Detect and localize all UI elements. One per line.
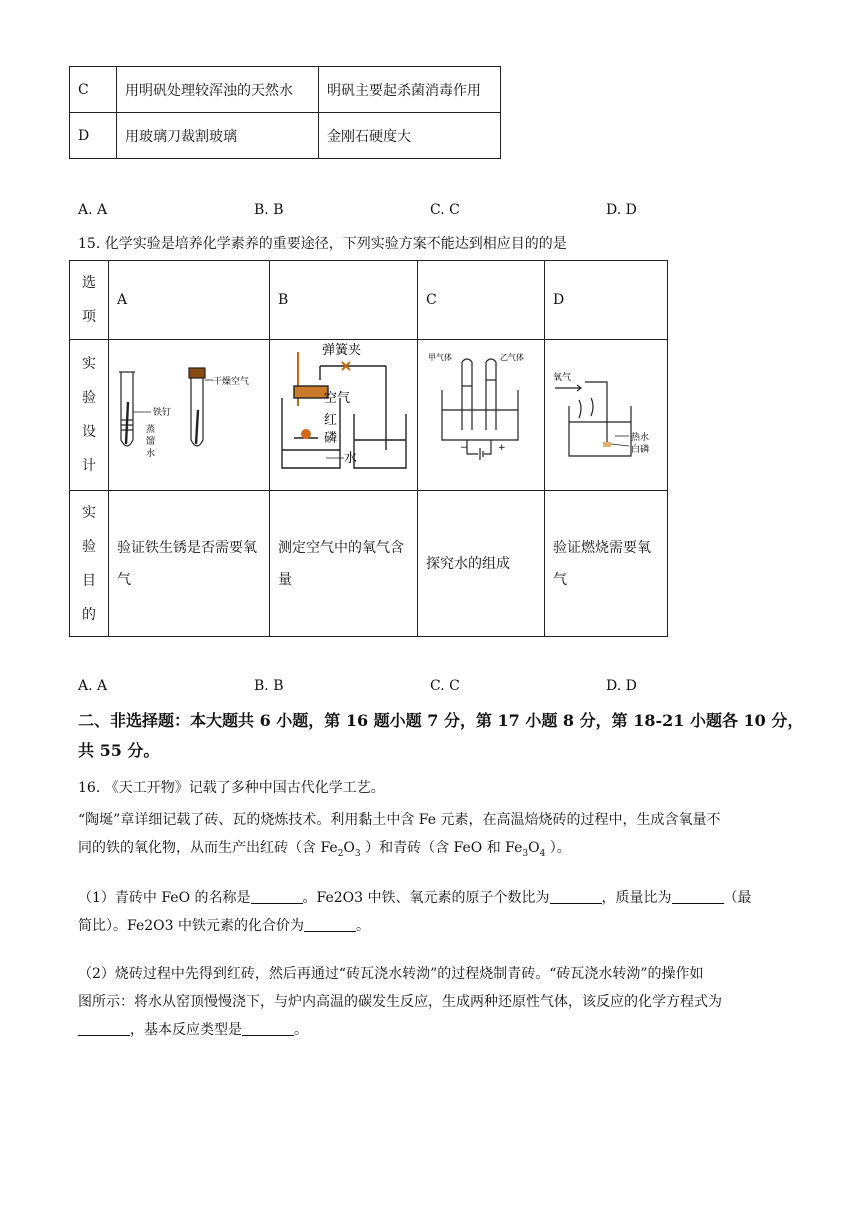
q15-stem: 15. 化学实验是培养化学素养的重要途径，下列实验方案不能达到相应目的的是 bbox=[78, 236, 567, 252]
q16-text: （最 bbox=[723, 890, 752, 906]
label-oxygen: 氧气 bbox=[553, 373, 572, 383]
q16-text: ，质量比为 bbox=[601, 890, 672, 906]
label-air: 空气 bbox=[324, 391, 351, 406]
label-dry-air: 干燥空气 bbox=[213, 377, 250, 387]
q15-design-char: 计 bbox=[82, 458, 96, 474]
q16-text: 。Fe2O3 中铁、氧元素的原子个数比为 bbox=[302, 890, 550, 906]
q15-col-c-head: C bbox=[418, 261, 545, 340]
q16-text: ）。 bbox=[545, 840, 571, 856]
q14-row-c-key: C bbox=[70, 67, 117, 113]
q15-col-a-head: A bbox=[109, 261, 270, 340]
label-distilled-water-3: 水 bbox=[146, 449, 156, 459]
q16-para-line-2 bbox=[78, 834, 798, 868]
q16-text: 简比）。Fe2O3 中铁元素的化合价为 bbox=[78, 918, 304, 934]
q15-purpose-char: 的 bbox=[82, 606, 96, 623]
formula-fe2o3: $Fe_2O_3$ bbox=[320, 840, 361, 859]
q16-paragraph-1 bbox=[78, 806, 798, 868]
q15-option-d[interactable]: D. D bbox=[606, 678, 637, 694]
q15-purpose-b: 测定空气中的氧气含量 bbox=[270, 491, 418, 637]
label-plus: + bbox=[498, 443, 506, 453]
section-2-line-1: 二、非选择题：本大题共 6 小题，第 16 题小题 7 分，第 17 小题 8 分，第 18-21 小题各 10 分， bbox=[78, 711, 804, 730]
q16-text: 和 bbox=[482, 840, 506, 856]
q15-figure-d bbox=[545, 340, 668, 491]
q15-table bbox=[69, 260, 668, 637]
oxygen-content-figure bbox=[270, 340, 416, 486]
q15-purpose-char: 实 bbox=[82, 504, 96, 521]
q15-purpose-label bbox=[70, 491, 109, 637]
q15-option-a[interactable]: A. A bbox=[78, 678, 108, 694]
q15-design-char: 设 bbox=[82, 424, 96, 440]
label-spring-clip: 弹簧夹 bbox=[322, 343, 362, 358]
section-2-heading bbox=[78, 706, 804, 766]
q14-row-c-practice: 用明矾处理较浑浊的天然水 bbox=[117, 67, 319, 113]
combustion-figure bbox=[545, 340, 667, 486]
q15-figure-c bbox=[418, 340, 545, 491]
q16-stem: 16. 《天工开物》记载了多种中国古代化学工艺。 bbox=[78, 780, 385, 796]
q16-text: 同的铁的氧化物，从而生产出红砖（含 bbox=[78, 840, 321, 856]
q14-row-c-explanation: 明矾主要起杀菌消毒作用 bbox=[319, 67, 501, 113]
answer-blank[interactable] bbox=[672, 889, 724, 904]
label-white-phosphorus: 白磷 bbox=[631, 445, 650, 455]
q16-text: 。 bbox=[355, 918, 370, 934]
label-distilled-water-2: 馏 bbox=[146, 437, 156, 447]
electrolysis-figure bbox=[418, 340, 544, 486]
q15-figure-a bbox=[109, 340, 270, 491]
q15-col-d-head: D bbox=[545, 261, 668, 340]
q15-purpose-c: 探究水的组成 bbox=[418, 491, 545, 637]
q15-purpose-d: 验证燃烧需要氧气 bbox=[545, 491, 668, 637]
rust-experiment-figure bbox=[109, 340, 269, 486]
white-phosphorus-icon bbox=[603, 442, 611, 447]
q16-part-2-line-3 bbox=[78, 1016, 798, 1044]
q16-text: 。 bbox=[294, 1022, 308, 1038]
answer-blank[interactable] bbox=[304, 917, 356, 932]
q15-design-label bbox=[70, 340, 109, 491]
q15-purpose-char: 验 bbox=[82, 538, 96, 555]
q16-part-1-line-2 bbox=[78, 912, 798, 940]
label-iron-nail: 铁钉 bbox=[153, 408, 172, 418]
q16-para-line-1: “陶埏”章详细记载了砖、瓦的烧炼技术。利用黏土中含 Fe 元素，在高温焙烧砖的过程中，生成含氧量不 bbox=[78, 812, 721, 828]
q16-text: （1）青砖中 FeO 的名称是 bbox=[78, 890, 251, 906]
q15-col-b-head: B bbox=[270, 261, 418, 340]
q15-purpose-char: 目 bbox=[82, 572, 96, 589]
section-2-line-2: 共 55 分。 bbox=[78, 741, 160, 760]
label-water: 水 bbox=[344, 451, 358, 466]
answer-blank[interactable] bbox=[242, 1021, 294, 1036]
q15-header-char: 选 bbox=[82, 275, 96, 291]
q16-part-2 bbox=[78, 960, 798, 1044]
q14-row-d-practice: 用玻璃刀裁割玻璃 bbox=[117, 113, 319, 159]
q14-row-d-key: D bbox=[70, 113, 117, 159]
q16-part-2-line-2: 图所示：将水从窑顶慢慢浇下，与炉内高温的碳发生反应，生成两种还原性气体，该反应的化学方程式为 bbox=[78, 994, 722, 1010]
q16-part-2-line-1: （2）烧砖过程中先得到红砖，然后再通过“砖瓦浇水转泑”的过程烧制青砖。“砖瓦浇水转泑”的操作如 bbox=[78, 966, 704, 982]
label-red-phosphorus-2: 磷 bbox=[324, 431, 338, 446]
q14-option-b[interactable]: B. B bbox=[254, 202, 284, 218]
label-gas-b: 乙气体 bbox=[500, 353, 524, 362]
label-gas-a: 甲气体 bbox=[428, 353, 452, 362]
q14-option-c[interactable]: C. C bbox=[430, 202, 460, 218]
q16-part-1-line-1 bbox=[78, 884, 798, 912]
q15-purpose-a: 验证铁生锈是否需要氧气 bbox=[109, 491, 270, 637]
label-minus: − bbox=[460, 443, 468, 453]
q16-text: ）和青砖（含 bbox=[360, 840, 454, 856]
q16-part-1 bbox=[78, 884, 798, 940]
q14-row-d-explanation: 金刚石硬度大 bbox=[319, 113, 501, 159]
q15-option-c[interactable]: C. C bbox=[430, 678, 460, 694]
label-hot-water: 热水 bbox=[631, 433, 650, 443]
q15-design-char: 实 bbox=[82, 356, 96, 372]
label-red-phosphorus-1: 红 bbox=[324, 413, 338, 428]
answer-blank[interactable] bbox=[251, 889, 303, 904]
q15-design-char: 验 bbox=[82, 390, 96, 406]
label-distilled-water-1: 蒸 bbox=[146, 425, 156, 435]
formula-fe3o4: $Fe_3O_4$ bbox=[505, 840, 546, 859]
q15-figure-b bbox=[270, 340, 418, 491]
answer-blank[interactable] bbox=[550, 889, 602, 904]
q15-header-label bbox=[70, 261, 109, 340]
answer-blank[interactable] bbox=[78, 1021, 130, 1036]
q16-text: ，基本反应类型是 bbox=[130, 1022, 242, 1038]
q14-table bbox=[69, 66, 501, 159]
flame-icon bbox=[301, 429, 311, 439]
q14-option-d[interactable]: D. D bbox=[606, 202, 637, 218]
q15-option-b[interactable]: B. B bbox=[254, 678, 284, 694]
q15-header-char: 项 bbox=[82, 309, 96, 325]
formula-feo: FeO bbox=[453, 840, 483, 856]
q14-option-a[interactable]: A. A bbox=[78, 202, 108, 218]
